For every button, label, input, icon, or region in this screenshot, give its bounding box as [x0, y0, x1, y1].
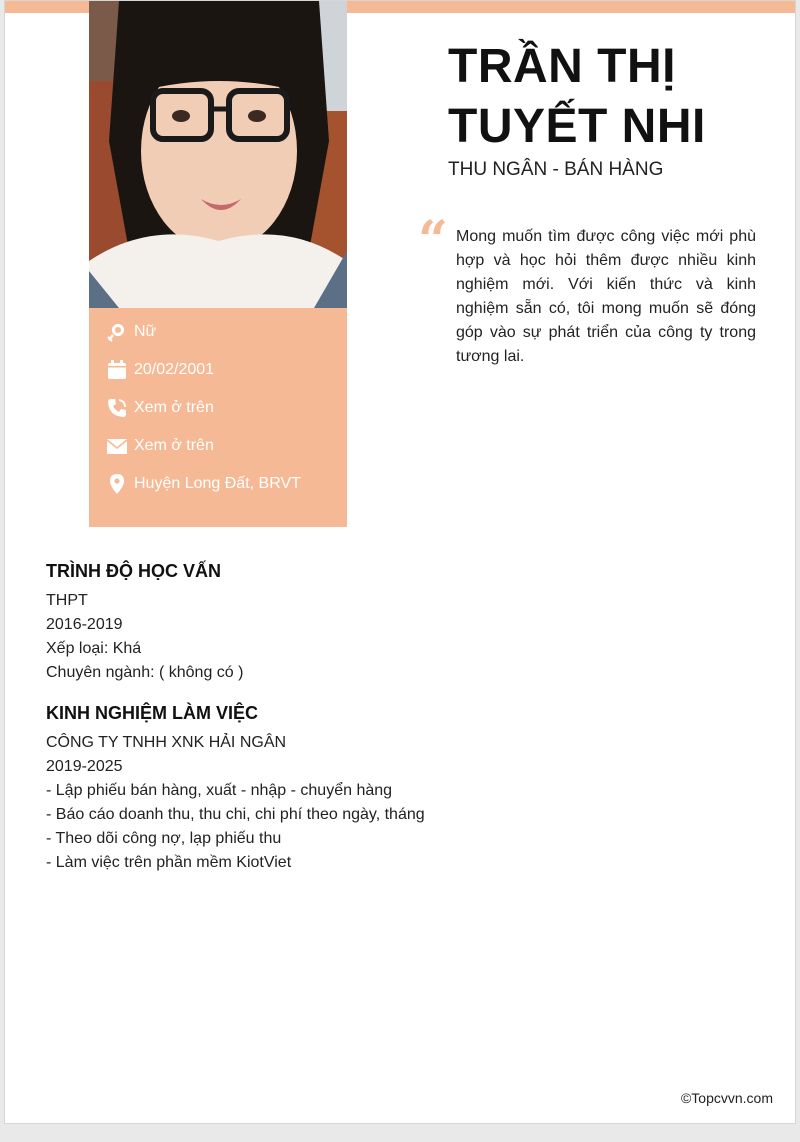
birthday-value: 20/02/2001 [134, 361, 215, 378]
experience-line: - Làm việc trên phần mềm KiotViet [46, 854, 292, 871]
location-icon [106, 473, 128, 495]
education-line: Xếp loại: Khá [46, 640, 142, 657]
phone-value: Xem ở trên [134, 399, 214, 416]
address-value: Huyện Long Đất, BRVT [134, 475, 301, 492]
email-value: Xem ở trên [134, 437, 214, 454]
gender-icon [106, 321, 128, 343]
experience-heading: KINH NGHIỆM LÀM VIỆC [46, 703, 259, 723]
job-title: THU NGÂN - BÁN HÀNG [448, 159, 664, 180]
quote-icon: “ [418, 210, 448, 271]
footer-credit: ©Topcvvn.com [680, 1090, 773, 1106]
experience-line: - Báo cáo doanh thu, thu chi, chi phí theo ngày, tháng [46, 806, 425, 823]
career-objective: Mong muốn tìm được công việc mới phù hợp và học hỏi thêm được nhiều kinh nghiệm mới. Với kiến thức và kinh nghiệm sẵn có, tôi mong muốn sẽ đóng góp vào sự phát triển của công ty trong tương lai. [456, 228, 756, 365]
name-line-1: TRẦN THỊ [448, 40, 676, 93]
personal-info-panel [89, 308, 347, 527]
email-icon [106, 435, 128, 457]
education-details [46, 589, 243, 685]
info-address [106, 472, 301, 496]
education-line: THPT [46, 592, 88, 609]
gender-value: Nữ [134, 323, 157, 340]
info-phone [106, 396, 214, 420]
education-line: 2016-2019 [46, 616, 123, 633]
info-email [106, 434, 214, 458]
education-line: Chuyên ngành: ( không có ) [46, 664, 244, 681]
experience-details [46, 731, 425, 875]
name-line-2: TUYẾT NHI [448, 100, 706, 153]
calendar-icon [106, 359, 128, 381]
info-gender [106, 320, 156, 344]
full-name [448, 37, 778, 157]
education-heading: TRÌNH ĐỘ HỌC VẤN [46, 561, 221, 581]
experience-line: 2019-2025 [46, 758, 123, 775]
profile-photo [89, 1, 347, 308]
info-birthday [106, 358, 214, 382]
phone-icon [106, 397, 128, 419]
cv-page [4, 0, 796, 1124]
experience-line: - Theo dõi công nợ, lạp phiếu thu [46, 830, 282, 847]
experience-line: CÔNG TY TNHH XNK HẢI NGÂN [46, 734, 287, 751]
experience-line: - Lập phiếu bán hàng, xuất - nhập - chuyển hàng [46, 782, 393, 799]
